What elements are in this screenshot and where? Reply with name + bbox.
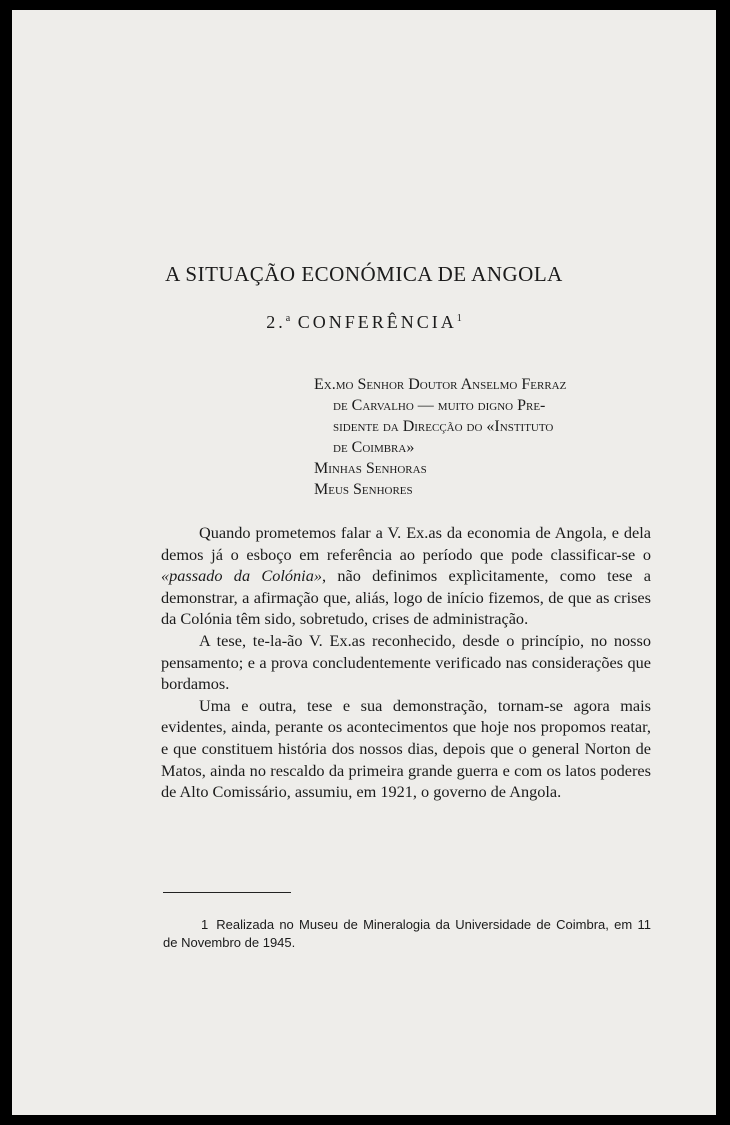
body-text	[161, 522, 651, 803]
salutation-line: Meus Senhores	[314, 481, 413, 498]
salutation-line: de Carvalho — muito digno Pre-	[333, 397, 546, 414]
italic-phrase: «passado da Colónia»	[161, 566, 322, 586]
paragraph-text: Quando prometemos falar a V. Ex.as da economia de Angola, e dela demos já o esboço em referência ao período que pode classificar-se o	[161, 523, 651, 564]
salutation-line: sidente da Direcção do «Instituto	[333, 418, 554, 435]
footnote-reference: 1	[456, 313, 462, 324]
footnote-divider	[163, 892, 291, 893]
subtitle-ordinal: a	[285, 313, 291, 324]
footnote	[163, 916, 651, 952]
document-title: A SITUAÇÃO ECONÓMICA DE ANGOLA	[165, 262, 563, 286]
paragraph: A tese, te-la-ão V. Ex.as reconhecido, desde o princípio, no nosso pensamento; e a prova concludentemente verificado nas considerações que bordamos.	[161, 630, 651, 694]
salutation-line: de Coimbra»	[333, 439, 415, 456]
subtitle-text: CONFERÊNCIA	[297, 312, 457, 332]
footnote-mark: 1	[201, 917, 209, 932]
footnote-text: Realizada no Museu de Mineralogia da Universidade de Coimbra, em 11 de Novembro de 1945.	[163, 917, 651, 950]
page	[12, 10, 716, 1115]
paragraph: Uma e outra, tese e sua demonstração, tornam-se agora mais evidentes, ainda, perante os acontecimentos que hoje nos propomos reatar, e que constituem história dos nossos dias, depois que o general Norton de Matos, ainda no rescaldo da primeira grande guerra e com os latos poderes de Alto Comissário, assumiu, em 1921, o governo de Angola.	[161, 695, 651, 802]
salutation-line: Minhas Senhoras	[314, 460, 427, 477]
salutation-block	[314, 374, 659, 500]
paragraph	[161, 522, 651, 630]
conference-subtitle	[12, 312, 716, 333]
salutation-line: Ex.mo Senhor Doutor Anselmo Ferraz	[314, 376, 567, 393]
paragraph-text: , não definimos explìcitamente, como tese a demonstrar, a afirmação que, aliás, logo de início fizemos, de que as crises da Colónia têm sido, sobretudo, crises de administração.	[161, 566, 651, 629]
subtitle-number: 2.	[266, 312, 286, 332]
